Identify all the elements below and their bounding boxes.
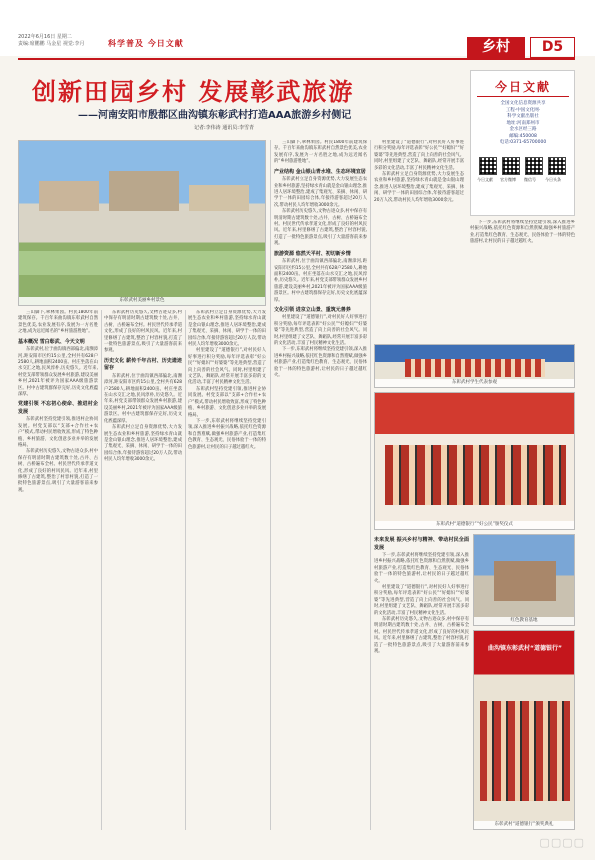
- qr-label: 微信号: [524, 177, 536, 182]
- body-column-3: [188, 310, 266, 830]
- article-header: [18, 72, 466, 138]
- paragraph: 东彰武村立足自身资源优势,大力发展生态农业和乡村旅游,坚持绿水青山就是金山银山理念,推进人居环境整治,建成了集观光、采摘、休闲、研学于一体的田园综合体,年接待游客超过20万人次,带动村民人均年增收3000余元。: [374, 172, 464, 203]
- paragraph: 东彰武村历史悠久,文物古迹众多,村中保存有明清时期古建筑数十处,古井、古树、古桥遍布全村。村民世代传承孝道文化,形成了良好的村风民风。近年来,村里修缮了古建筑,整治了村容村貌,打造了一批特色旅游景点,吸引了大量游客前来参观。: [18, 449, 98, 493]
- qr-label: 官方微博: [500, 177, 516, 182]
- building-shape: [109, 171, 179, 211]
- photo-caption: 东彰武村“道德银行”“好公民”颁奖仪式: [375, 521, 574, 529]
- subhead: 产业结构 金山银山青水堆、生态环境宜居: [274, 168, 366, 175]
- crowd-shape: [480, 701, 570, 801]
- editor-line: 责编:席鹏鹏 马金星 视觉:李月: [18, 41, 85, 47]
- qr-codes: [477, 157, 569, 213]
- paragraph: 下一步,东彰武村将继续坚持党建引领,深入推进乡村振兴战略,依托红色资源和自然禀赋,做强乡村旅游产业,打造集红色教育、生态观光、民俗体验于一体的特色旅游村,让村民的日子越过越红火。: [188, 418, 266, 450]
- building-shape: [494, 561, 556, 601]
- qr-code-icon[interactable]: [548, 157, 566, 175]
- body-column-1: [18, 310, 98, 830]
- headline: 创新田园乡村 发展彰武旅游: [32, 78, 355, 106]
- section-tag: 乡村: [467, 37, 525, 58]
- subheadline: ——河南安阳市殷都区曲沟镇东彰武村打造AAA旅游乡村侧记: [78, 110, 352, 121]
- subhead: 未来发展 振兴乡村与精神、带动村民全面发展: [374, 537, 469, 551]
- promo-line: 电话:0371-65700000: [499, 140, 547, 145]
- body-column-4: [274, 140, 367, 830]
- paragraph: 东彰武村立足自身资源优势,大力发展生态农业和乡村旅游,坚持绿水青山就是金山银山理念,推进人居环境整治,建成了集观光、采摘、休闲、研学于一体的田园综合体,年接待游客超过20万人次,带动村民人均年增收3000余元。: [104, 425, 182, 463]
- photo-caption: 东彰武村“道德银行”颁奖典礼: [474, 821, 574, 829]
- subhead: 历史文化 薪传千年古村、历史遗迹留存: [104, 357, 182, 372]
- watermark-logo: ▢▢▢▢: [539, 836, 585, 849]
- field-shape: [19, 251, 266, 275]
- masthead-rule: [18, 58, 575, 60]
- promo-logo: 今日文献: [477, 77, 569, 97]
- paragraph: 下一步,东彰武村将继续坚持党建引领,深入推进乡村振兴战略,依托红色资源和自然禀赋,做强乡村旅游产业,打造集红色教育、生态观光、民俗体验于一体的特色旅游村,让村民的日子越过越红火。: [274, 347, 367, 379]
- qr-code-icon[interactable]: [479, 157, 497, 175]
- photo-students: [374, 344, 575, 388]
- promo-line: 工程·中国文化网·: [505, 107, 541, 113]
- body-column-2: [104, 310, 182, 830]
- photo-bank-ceremony: [473, 630, 575, 830]
- masthead: [0, 0, 595, 56]
- body-column-6: [470, 220, 575, 340]
- column-rule: [101, 310, 102, 830]
- photo-caption: 红色教育基地: [474, 617, 574, 625]
- paragraph: 村里建设了“道德银行”,对村民好人好事进行积分奖励,每年评选表彰“好公民”“好媳妇”“好婆婆”等先进典型,营造了向上向善的社会风气。同时,村里组建了文艺队、舞蹈队,经常开展丰富多彩的文化活动,丰富了村民精神文化生活。: [188, 348, 266, 386]
- subhead: 基本概况 雪白彰武、今天文明: [18, 338, 85, 345]
- photo-caption: 东彰武村美丽乡村景色: [19, 297, 265, 305]
- column-rule: [370, 140, 371, 830]
- building-shape: [189, 185, 249, 211]
- crowd-shape: [405, 359, 545, 377]
- paragraph: 东彰武村历史悠久,文物古迹众多,村中保存有明清时期古建筑数十处,古井、古树、古桥遍布全村。村民世代传承孝道文化,形成了良好的村风民风。近年来,村里修缮了古建筑,整治了村容村貌,打造了一批特色旅游景点,吸引了大量游客前来参观。: [274, 209, 367, 247]
- paragraph: 村里建设了“道德银行”,对村民好人好事进行积分奖励,每年评选表彰“好公民”“好媳妇”“好婆婆”等先进典型,营造了向上向善的社会风气。同时,村里组建了文艺队、舞蹈队,经常开展丰富多彩的文化活动,丰富了村民精神文化生活。: [274, 315, 367, 347]
- promo-line: 邮编:450008: [509, 133, 537, 139]
- issue-date: 2022年6月16日 星期二: [18, 34, 72, 40]
- paragraph: 东彰武村立足自身资源优势,大力发展生态农业和乡村旅游,坚持绿水青山就是金山银山理念,推进人居环境整治,建成了集观光、采摘、休闲、研学于一体的田园综合体,年接待游客超过20万人次,带动村民人均年增收3000余元。: [188, 310, 266, 348]
- promo-line: 科学文献出版社: [507, 114, 539, 119]
- subhead: 党建引领 不忘初心使命、推进村企发展: [18, 401, 98, 415]
- photo-ceremony: [374, 392, 575, 530]
- building-shape: [39, 181, 99, 211]
- byline: 记者:李伟涛 通讯员:李雪青: [194, 125, 254, 131]
- paragraph: 三山脚下,翠林果园。村民1800年前建筑保存。千百年来曲沟镇东彰武村自然景色优美,农业发展有序,发展为一方名胜之地,成为远近闻名的“乡村旅游胜地”。: [18, 310, 98, 335]
- paragraph: 东彰武村历史悠久,文物古迹众多,村中保存有明清时期古建筑数十处,古井、古树、古桥遍布全村。村民世代传承孝道文化,形成了良好的村风民风。近年来,村里修缮了古建筑,整治了村容村貌,打造了一批特色旅游景点,吸引了大量游客前来参观。: [374, 617, 469, 655]
- promo-box: [470, 70, 575, 216]
- promo-line: 全国文化信息资源共享: [500, 101, 546, 106]
- promo-lines: [477, 101, 569, 147]
- paragraph: 东彰武村,位于曲沟镇西部偏北,南濒漳河,距安阳市区约15公里,全村共有628户2580人,耕地面积2400亩。村庄坐落在山水交汇之地,民风淳朴,历史悠久。近年来,村党支部带领群众发展乡村旅游,建设美丽乡村,2021年被评为国家AAA级旅游景区。村中古建筑群保存完好,历史文化底蕴深厚。: [274, 259, 367, 303]
- paragraph: 东彰武村坚持党建引领,推进村企协同发展。村党支部以“支部+合作社+农户”模式,带动村民增收致富,形成了特色种植、乡村旅游、文化创意多业并举的发展格局。: [18, 417, 98, 448]
- photo-village: [18, 140, 266, 306]
- paragraph: 东彰武村立足自身资源优势,大力发展生态农业和乡村旅游,坚持绿水青山就是金山银山理念,推进人居环境整治,建成了集观光、采摘、休闲、研学于一体的田园综合体,年接待游客超过20万人次,带动村民人均年增收3000余元。: [274, 177, 367, 208]
- paragraph: 村里建设了“道德银行”,对村民好人好事进行积分奖励,每年评选表彰“好公民”“好媳妇”“好婆婆”等先进典型,营造了向上向善的社会风气。同时,村里组建了文艺队、舞蹈队,经常开展丰富多彩的文化活动,丰富了村民精神文化生活。: [374, 585, 469, 616]
- body-column-5: [374, 140, 464, 340]
- qr-label: 今日文献: [477, 177, 493, 182]
- qr-code-icon[interactable]: [502, 157, 520, 175]
- paragraph: 下一步,东彰武村将继续坚持党建引领,深入推进乡村振兴战略,依托红色资源和自然禀赋,做强乡村旅游产业,打造集红色教育、生态观光、民俗体验于一体的特色旅游村,让村民的日子越过越红火。: [470, 220, 575, 245]
- masthead-meta: [18, 34, 85, 48]
- qr-code-icon[interactable]: [525, 157, 543, 175]
- photo-caption: 东彰武村学生代表参观: [375, 379, 574, 387]
- paragraph: 下一步,东彰武村将继续坚持党建引领,深入推进乡村振兴战略,依托红色资源和自然禀赋,做强乡村旅游产业,打造集红色教育、生态观光、民俗体验于一体的特色旅游村,让村民的日子越过越红火。: [374, 553, 469, 584]
- masthead-brand: 科学普及 今日文献: [108, 39, 184, 48]
- paragraph: 村里建设了“道德银行”,对村民好人好事进行积分奖励,每年评选表彰“好公民”“好媳妇”“好婆婆”等先进典型,营造了向上向善的社会风气。同时,村里组建了文艺队、舞蹈队,经常开展丰富多彩的文化活动,丰富了村民精神文化生活。: [374, 140, 464, 171]
- paragraph: 东彰武村,位于曲沟镇西部偏北,南濒漳河,距安阳市区约15公里,全村共有628户2580人,耕地面积2400亩。村庄坐落在山水交汇之地,民风淳朴,历史悠久。近年来,村党支部带领群众发展乡村旅游,建设美丽乡村,2021年被评为国家AAA级旅游景区。村中古建筑群保存完好,历史文化底蕴深厚。: [18, 347, 98, 397]
- paragraph: 东彰武村坚持党建引领,推进村企协同发展。村党支部以“支部+合作社+农户”模式,带动村民增收致富,形成了特色种植、乡村旅游、文化创意多业并举的发展格局。: [188, 386, 266, 418]
- subhead: 旅游资源 悠然天平村、初切新乡情: [274, 250, 351, 257]
- qr-label: 今日头条: [545, 177, 561, 182]
- paragraph: 东彰武村历史悠久,文物古迹众多,村中保存有明清时期古建筑数十处,古井、古树、古桥遍布全村。村民世代传承孝道文化,形成了良好的村风民风。近年来,村里修缮了古建筑,整治了村容村貌,打造了一批特色旅游景点,吸引了大量游客前来参观。: [104, 310, 182, 354]
- column-rule: [185, 310, 186, 830]
- paragraph: 东彰武村,位于曲沟镇西部偏北,南濒漳河,距安阳市区约15公里,全村共有628户2580人,耕地面积2400亩。村庄坐落在山水交汇之地,民风淳朴,历史悠久。近年来,村党支部带领群众发展乡村旅游,建设美丽乡村,2021年被评为国家AAA级旅游景区。村中古建筑群保存完好,历史文化底蕴深厚。: [104, 373, 182, 424]
- promo-line: 金水区经三路: [509, 127, 537, 132]
- crowd-shape: [385, 445, 566, 505]
- column-rule: [270, 140, 271, 830]
- body-column-7: [374, 534, 469, 830]
- paragraph: 三山脚下,翠林果园。村民1800年前建筑保存。千百年来曲沟镇东彰武村自然景色优美,农业发展有序,发展为一方名胜之地,成为远近闻名的“乡村旅游胜地”。: [274, 140, 367, 165]
- banner-text: 曲沟镇东彰武村“道德银行”: [488, 645, 562, 652]
- subhead: 文化引领 进京立山景、重筑元善养: [274, 306, 351, 313]
- page-number: D5: [530, 37, 575, 58]
- photo-red-base: [473, 534, 575, 626]
- promo-line: 地址:河南郑州市: [506, 120, 540, 126]
